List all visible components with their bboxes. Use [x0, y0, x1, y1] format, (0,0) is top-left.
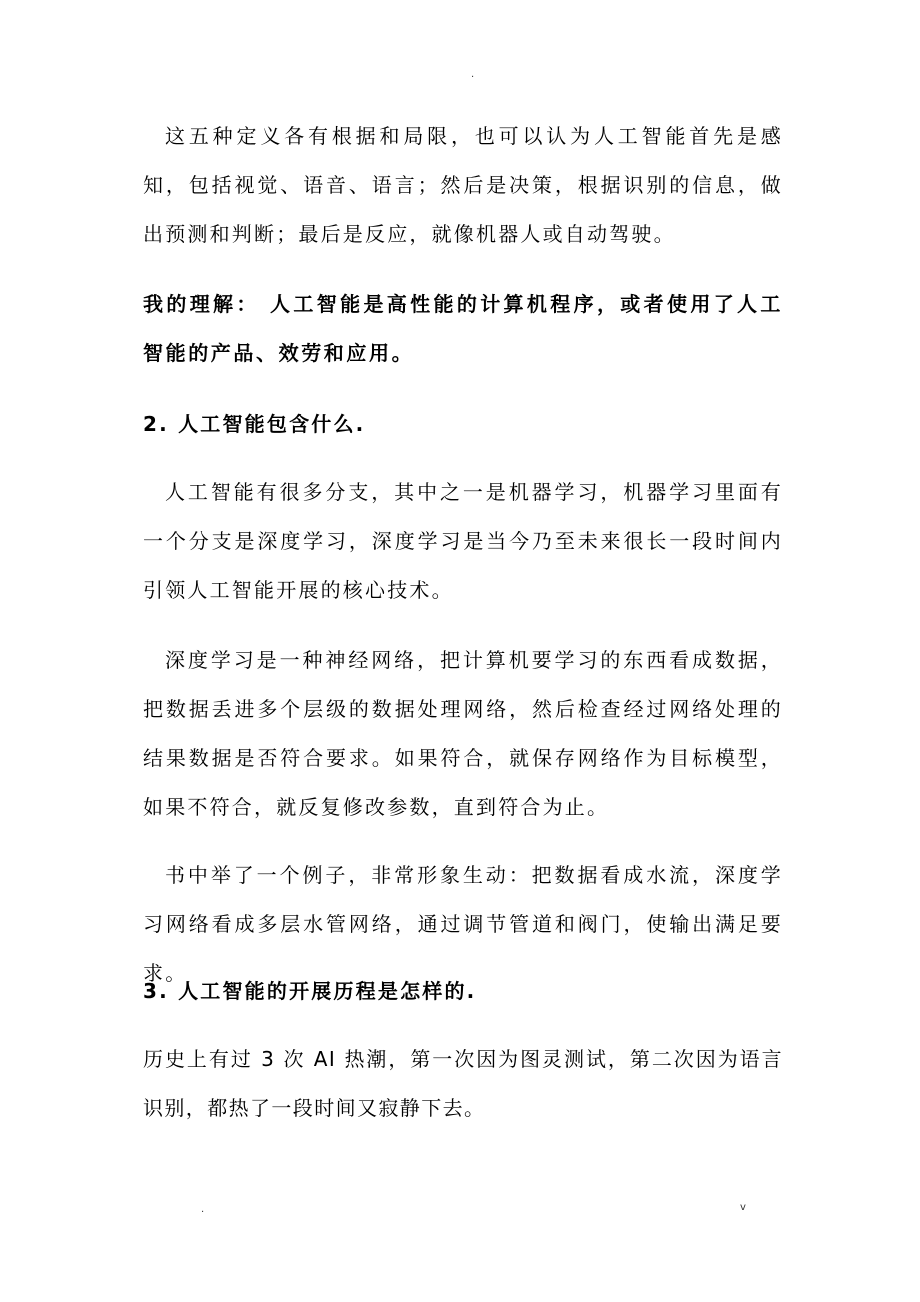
paragraph-deep-learning: 深度学习是一种神经网络，把计算机要学习的东西看成数据，把数据丢进多个层级的数据处理网络，然后检查经过网络处理的结果数据是否符合要求。如果符合，就保存网络作为目标模型，如果不符合，就反复修改参数，直到符合为止。 [143, 648, 783, 819]
paragraph-definitions: 这五种定义各有根据和局限，也可以认为人工智能首先是感知，包括视觉、语音、语言；然后是决策，根据识别的信息，做出预测和判断；最后是反应，就像机器人或自动驾驶。 [143, 124, 783, 246]
paragraph-my-understanding: 我的理解： 人工智能是高性能的计算机程序，或者使用了人工智能的产品、效劳和应用。 [143, 292, 783, 365]
page-mark-bottom-right: v [740, 1202, 746, 1213]
page-mark-top: . [471, 69, 475, 80]
paragraph-book-example: 书中举了一个例子，非常形象生动：把数据看成水流，深度学习网络看成多层水管网络，通过调节管道和阀门，使输出满足要求。 [143, 863, 783, 985]
paragraph-ai-history: 历史上有过 3 次 AI 热潮，第一次因为图灵测试，第二次因为语言识别，都热了一段时间又寂静下去。 [143, 1047, 783, 1120]
paragraph-ai-branches: 人工智能有很多分支，其中之一是机器学习，机器学习里面有一个分支是深度学习，深度学习是当今乃至未来很长一段时间内引领人工智能开展的核心技术。 [143, 480, 783, 602]
section-heading-3: 3. 人工智能的开展历程是怎样的. [143, 979, 477, 1003]
page-mark-bottom-left: . [201, 1204, 205, 1215]
section-heading-2: 2. 人工智能包含什么. [143, 412, 366, 436]
